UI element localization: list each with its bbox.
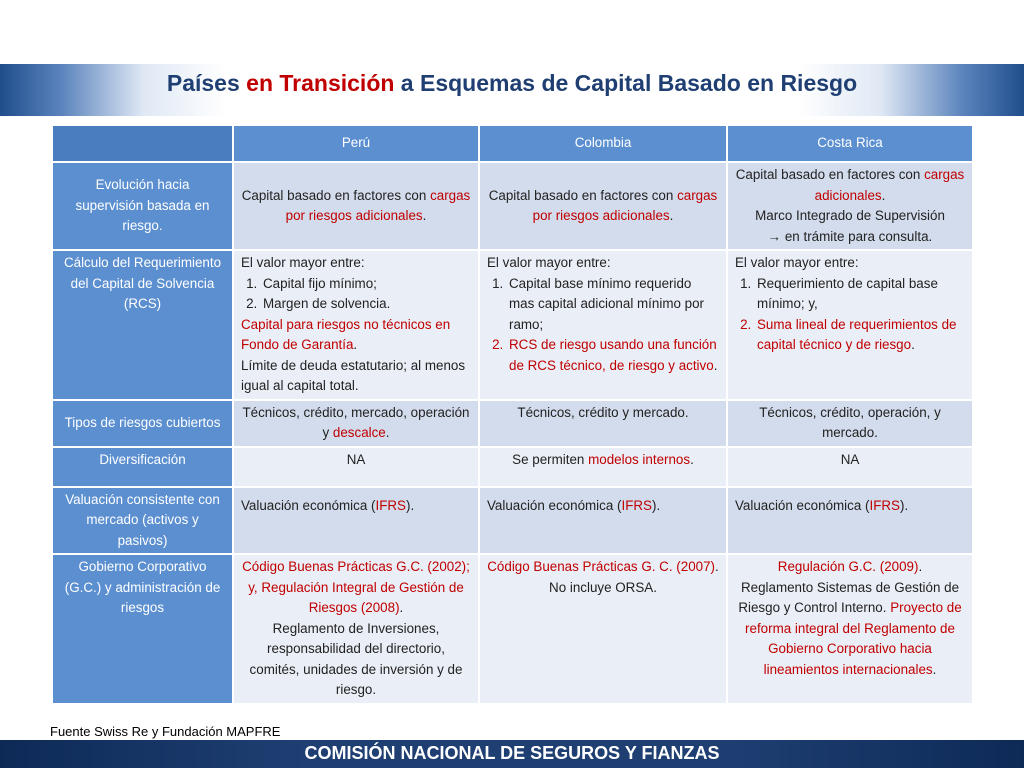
cell-diversificacion-costa-rica: NA bbox=[727, 447, 973, 487]
list-item: 2. Margen de solvencia. bbox=[261, 294, 471, 315]
row-tipos bbox=[52, 400, 973, 447]
header-blank bbox=[52, 125, 233, 162]
cell-calculo-costa-rica: El valor mayor entre: 1. Requerimiento de capital base mínimo; y, 2. Suma lineal de requerimientos de capital técnico y de riesgo. bbox=[727, 250, 973, 400]
cell-tipos-peru: Técnicos, crédito, mercado, operación y descalce. bbox=[233, 400, 479, 447]
cell-gobierno-costa-rica: Regulación G.C. (2009). Reglamento Sistemas de Gestión de Riesgo y Control Interno. Proyecto de reforma integral del Reglamento de Gobierno Corporativo hacia lineamientos internacionales. bbox=[727, 554, 973, 704]
header-colombia: Colombia bbox=[479, 125, 727, 162]
cell-diversificacion-peru: NA bbox=[233, 447, 479, 487]
row-calculo bbox=[52, 250, 973, 400]
list-calculo-peru bbox=[241, 274, 471, 315]
cell-calculo-peru: El valor mayor entre: 1. Capital fijo mínimo; 2. Margen de solvencia. Capital para riesgos no técnicos en Fondo de Garantía. Límite de deuda estatutario; al menos igual al capital total. bbox=[233, 250, 479, 400]
cell-tipos-costa-rica: Técnicos, crédito, operación, y mercado. bbox=[727, 400, 973, 447]
row-label-tipos: Tipos de riesgos cubiertos bbox=[52, 400, 233, 447]
cell-valuacion-costa-rica: Valuación económica (IFRS). bbox=[727, 487, 973, 555]
header-costa-rica: Costa Rica bbox=[727, 125, 973, 162]
list-calculo-colombia bbox=[487, 274, 719, 377]
list-item: 1. Capital fijo mínimo; bbox=[261, 274, 471, 295]
row-label-valuacion: Valuación consistente con mercado (activos y pasivos) bbox=[52, 487, 233, 555]
list-calculo-costa-rica bbox=[735, 274, 965, 356]
header-peru: Perú bbox=[233, 125, 479, 162]
row-label-gobierno: Gobierno Corporativo (G.C.) y administración de riesgos bbox=[52, 554, 233, 704]
cell-evolucion-peru: Capital basado en factores con cargas por riesgos adicionales. bbox=[233, 162, 479, 250]
list-item: 2. RCS de riesgo usando una función de RCS técnico, de riesgo y activo. bbox=[507, 335, 719, 376]
list-item: 1. Capital base mínimo requerido mas capital adicional mínimo por ramo; bbox=[507, 274, 719, 336]
cell-evolucion-colombia: Capital basado en factores con cargas por riesgos adicionales. bbox=[479, 162, 727, 250]
row-valuacion bbox=[52, 487, 973, 555]
cell-calculo-colombia: El valor mayor entre: 1. Capital base mínimo requerido mas capital adicional mínimo por ramo; 2. RCS de riesgo usando una función de RCS técnico, de riesgo y activo. bbox=[479, 250, 727, 400]
row-label-calculo: Cálculo del Requerimiento del Capital de Solvencia (RCS) bbox=[52, 250, 233, 400]
comparison-table bbox=[51, 124, 974, 705]
footer-organization: COMISIÓN NACIONAL DE SEGUROS Y FIANZAS bbox=[304, 743, 720, 763]
row-diversificacion bbox=[52, 447, 973, 487]
table-header-row bbox=[52, 125, 973, 162]
cell-valuacion-peru: Valuación económica (IFRS). bbox=[233, 487, 479, 555]
list-item: 2. Suma lineal de requerimientos de capital técnico y de riesgo. bbox=[755, 315, 965, 356]
cell-diversificacion-colombia: Se permiten modelos internos. bbox=[479, 447, 727, 487]
row-gobierno bbox=[52, 554, 973, 704]
cell-gobierno-peru: Código Buenas Prácticas G.C. (2002); y, Regulación Integral de Gestión de Riesgos (2008). Reglamento de Inversiones, responsabilidad del directorio, comités, unidades de inversión y de riesgo. bbox=[233, 554, 479, 704]
cell-tipos-colombia: Técnicos, crédito y mercado. bbox=[479, 400, 727, 447]
cell-gobierno-colombia: Código Buenas Prácticas G. C. (2007). No incluye ORSA. bbox=[479, 554, 727, 704]
cell-valuacion-colombia: Valuación económica (IFRS). bbox=[479, 487, 727, 555]
list-item: 1. Requerimiento de capital base mínimo; y, bbox=[755, 274, 965, 315]
page-title: Países en Transición a Esquemas de Capital Basado en Riesgo bbox=[166, 70, 858, 96]
row-label-evolucion: Evolución hacia supervisión basada en riesgo. bbox=[52, 162, 233, 250]
row-label-diversificacion: Diversificación bbox=[52, 447, 233, 487]
cell-evolucion-costa-rica: Capital basado en factores con cargas adicionales. Marco Integrado de Supervisión → en trámite para consulta. bbox=[727, 162, 973, 250]
row-evolucion bbox=[52, 162, 973, 250]
source-note: Fuente Swiss Re y Fundación MAPFRE bbox=[50, 724, 281, 739]
